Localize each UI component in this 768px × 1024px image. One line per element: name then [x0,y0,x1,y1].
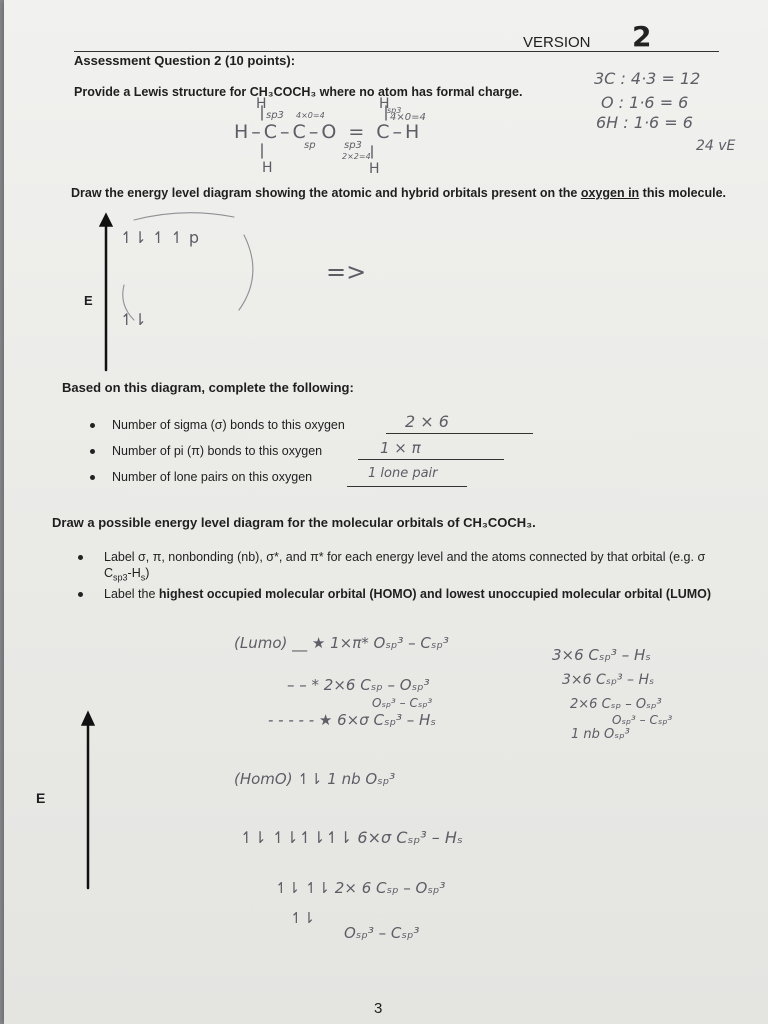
hybrid-note: 2×2=4 [342,152,371,161]
subscript: s [140,572,146,583]
mo-heading: Draw a possible energy level diagram for the molecular orbitals of CH₃COCH₃. [52,515,536,530]
mo-bullet-1-text: -H [127,566,141,580]
prompt-tail: this molecule. [642,186,727,200]
hybrid-note: sp3 [344,140,362,151]
lewis-h: H [379,96,390,112]
electron-count-line: 6H : 1·6 = 6 [596,113,693,132]
fill-in-label: Number of lone pairs on this oxygen [112,470,313,484]
transform-arrow: => [326,258,367,286]
mo-side-note: 1 nb Oₛₚ³ [571,727,630,742]
faint-erased-marks [114,205,274,335]
mo-level: ↿⇂ ↿⇂↿⇂↿⇂ 6×σ Cₛₚ³ – Hₛ [240,828,463,847]
answer-line [358,459,504,460]
mo-side-note: 3×6 Cₛₚ³ – Hₛ [552,646,651,664]
mo-level: ↿⇂ [290,909,316,927]
mo-bullet-2-text: Label the [104,587,159,601]
bullet [78,555,83,560]
mo-level: – – * 2×6 Cₛₚ – Oₛₚ³ [287,676,430,694]
atomic-axis-label: E [84,293,93,308]
mo-axis-label: E [36,790,46,806]
page-number: 3 [374,1000,383,1017]
lewis-h: H [369,161,380,177]
mo-side-note: 3×6 Cₛₚ³ – Hₛ [562,672,655,688]
answer-line [386,433,533,434]
mo-level-homo: (HomO) ↿⇂ 1 nb Oₛₚ³ [234,770,396,788]
question-prompt: Provide a Lewis structure for CH₃COCH₃ where no atom has formal charge. [74,85,523,99]
question-title: Assessment Question 2 (10 points): [74,53,296,68]
electron-count-line: 3C : 4·3 = 12 [594,69,701,88]
mo-level: (Lumo) __ ★ 1×π* Oₛₚ³ – Cₛₚ³ [234,634,449,652]
lewis-h: H [256,96,267,112]
hybrid-note: 4×0=4 [296,111,325,120]
hybrid-note: sp3 [266,110,284,121]
prompt-oxygen: oxygen in [580,186,640,200]
electron-count-line: O : 1·6 = 6 [601,93,689,112]
mo-bullet-1 [104,549,724,586]
axis-arrow [80,710,100,890]
version-label: VERSION [523,34,591,51]
subscript: sp3 [113,572,128,583]
header-rule [74,51,719,52]
lewis-h: H [262,160,273,176]
fill-in-label: Number of sigma (σ) bonds to this oxygen [112,418,345,432]
lewis-chain: H–C–C–O = C–H [234,121,423,143]
bullet [90,449,95,454]
atomic-diagram-prompt [71,186,731,201]
fill-in-heading: Based on this diagram, complete the following: [62,380,354,395]
prompt-text: Draw the energy level diagram showing the atomic and hybrid orbitals present on the [71,186,581,200]
mo-side-note: 2×6 Cₛₚ – Oₛₚ³ [570,697,662,712]
mo-bullet-2 [104,586,724,602]
fill-in-answer: 1 lone pair [368,466,438,481]
mo-bullet-1-text: Label σ, π, nonbonding (nb), σ*, and π* for each energy level and the atoms connected by that orbital (e.g. σ C [104,550,706,580]
mo-bullet-2-bold: highest occupied molecular orbital (HOMO) and lowest unoccupied molecular orbital (LUMO) [158,587,712,601]
bullet [90,423,95,428]
electron-total: 24 vE [696,138,736,154]
fill-in-answer: 1 × π [380,439,421,457]
hybrid-note: sp [304,140,316,151]
mo-side-note: Oₛₚ³ – Cₛₚ³ [612,713,673,727]
atomic-upper-orbitals: ↿⇂ ↿ ↿ p [120,228,200,247]
answer-line [347,486,467,487]
hybrid-note: sp3 [387,106,402,115]
mo-level: Oₛₚ³ – Cₛₚ³ [372,696,433,710]
mo-level: Oₛₚ³ – Cₛₚ³ [344,924,420,942]
lewis-bond-sketch [244,100,424,180]
mo-level: - - - - - ★ 6×σ Cₛₚ³ – Hₛ [268,711,436,729]
atomic-lower-orbital: ↿⇂ [120,310,147,329]
worksheet-page [4,0,768,1024]
version-number: 2 [632,20,652,53]
mo-bullet-1-text: ) [145,566,150,580]
bullet [90,475,95,480]
hybrid-note: 4×0=4 [390,112,426,123]
bullet [78,592,83,597]
fill-in-label: Number of pi (π) bonds to this oxygen [112,444,323,458]
mo-level: ↿⇂ ↿⇂ 2× 6 Cₛₚ – Oₛₚ³ [275,879,446,897]
fill-in-answer: 2 × 6 [405,412,449,431]
